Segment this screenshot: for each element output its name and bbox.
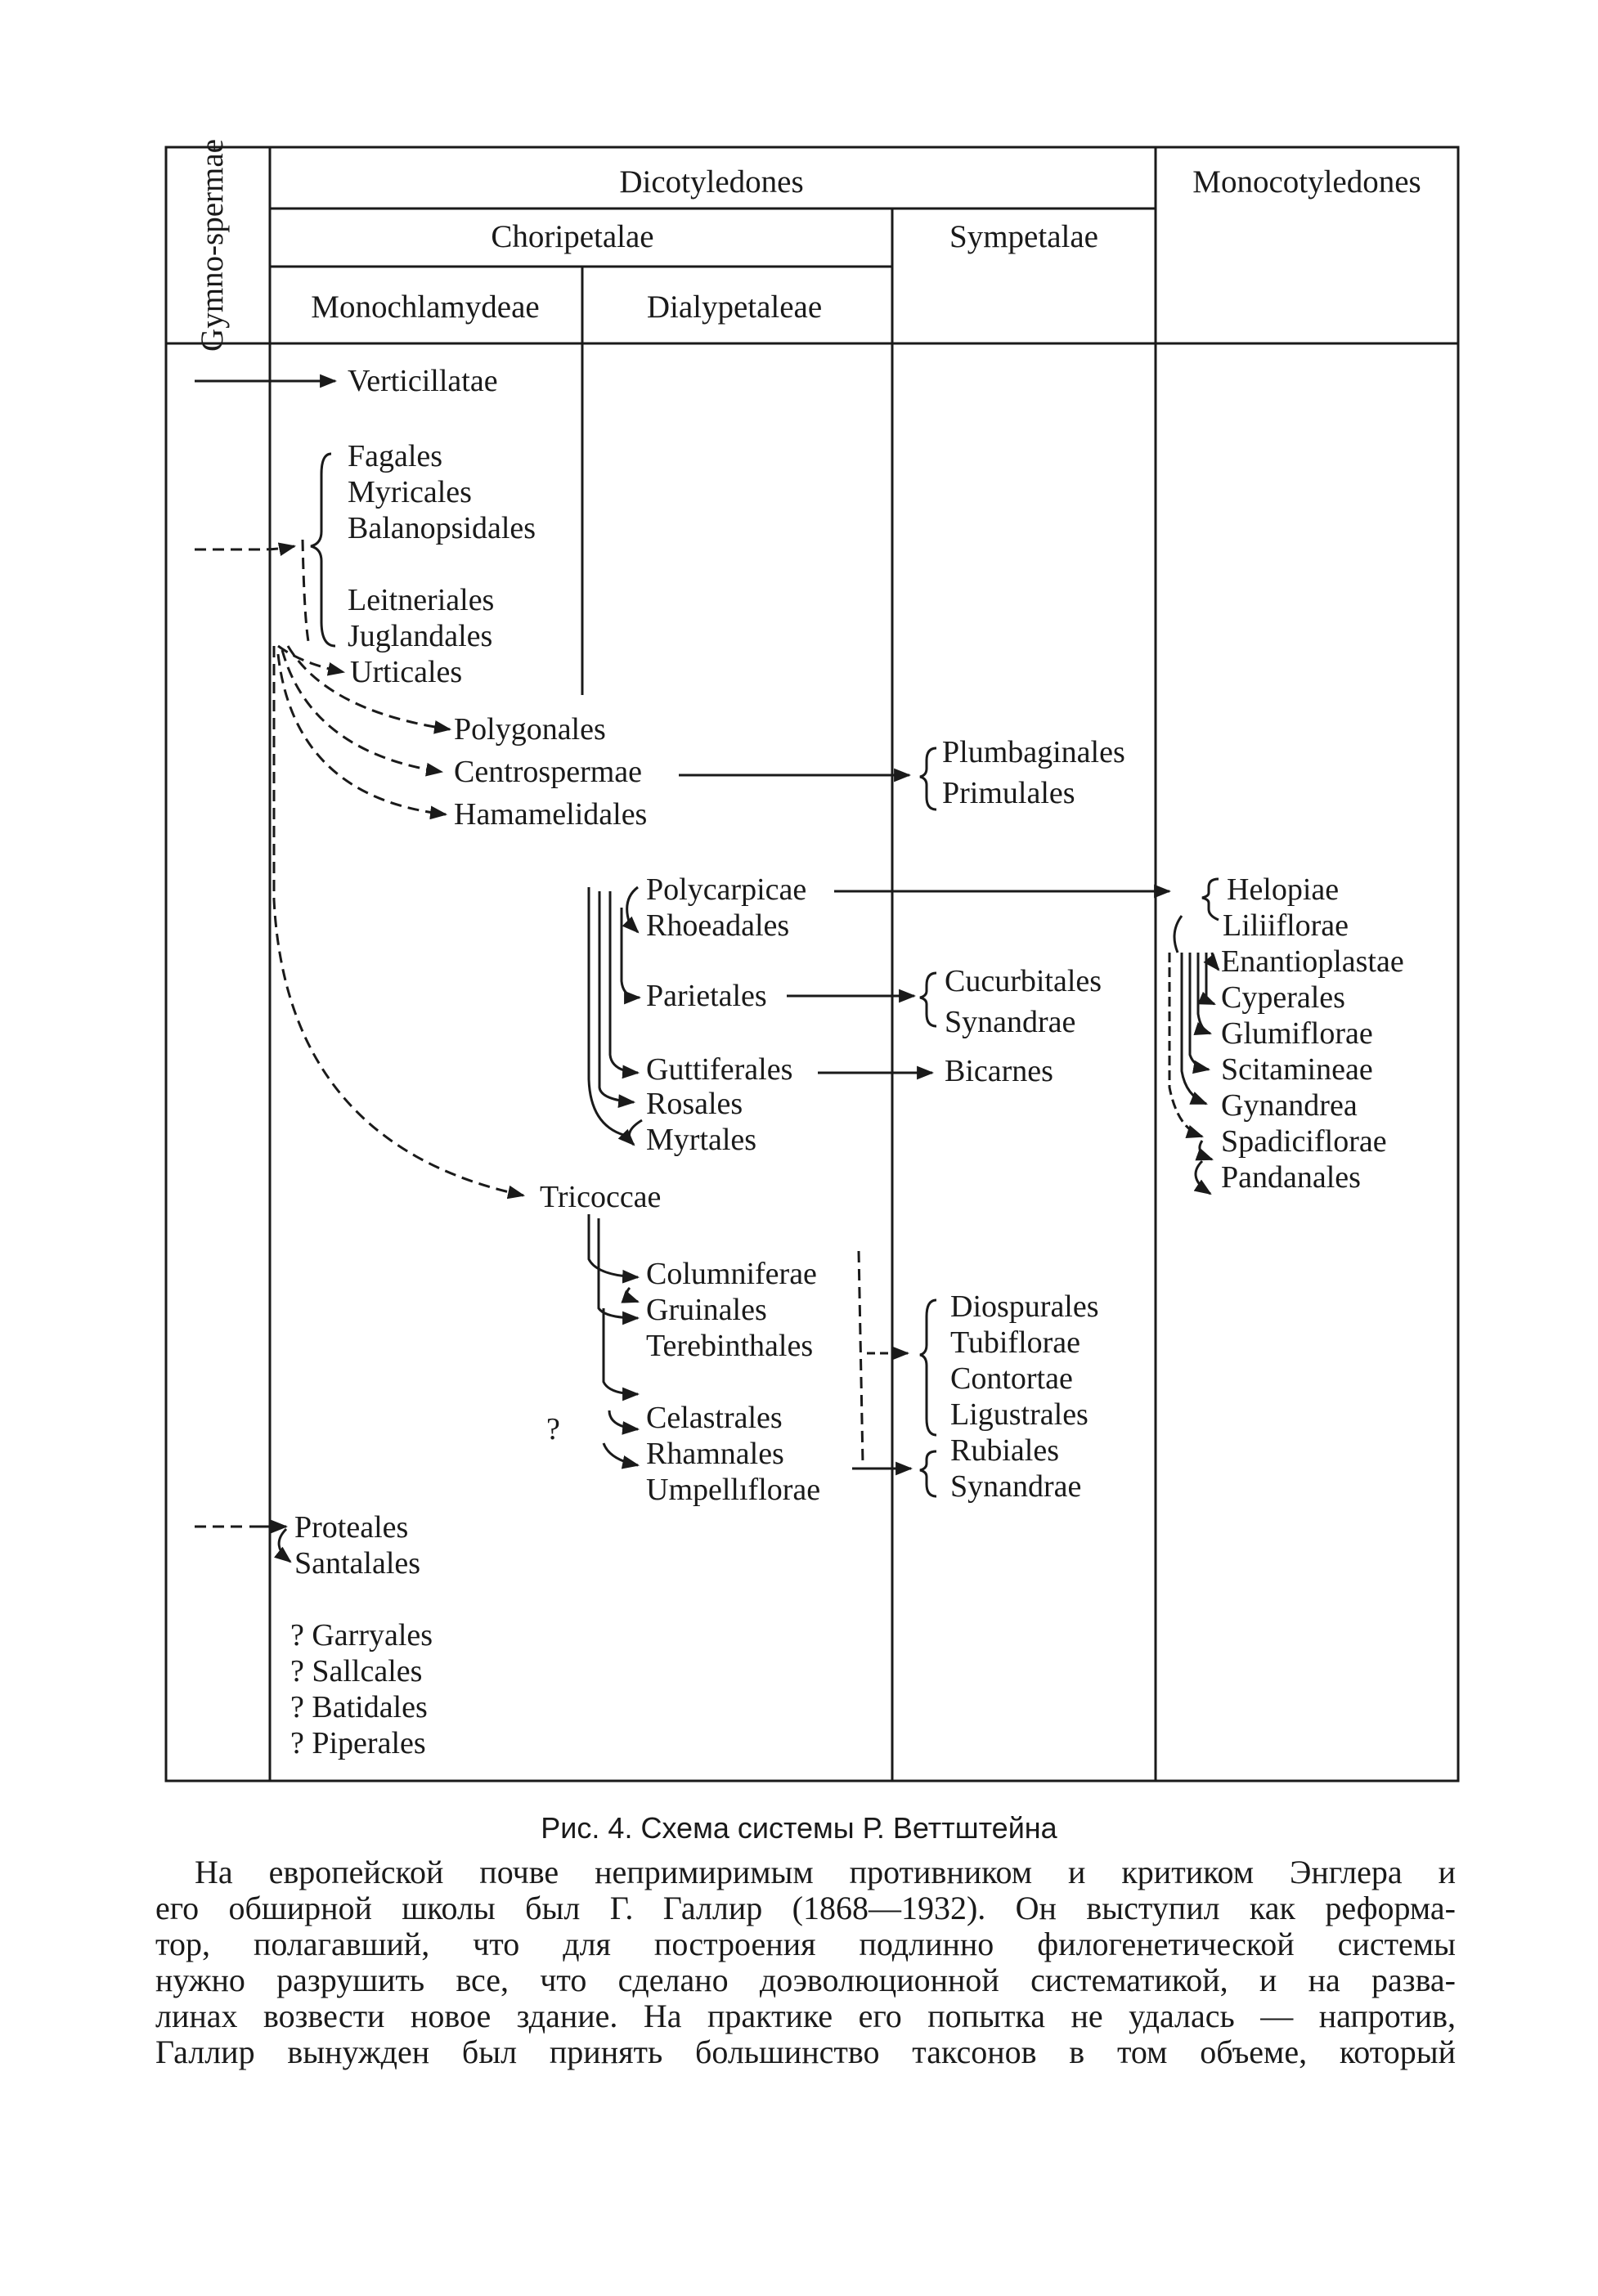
label-contortae: Contortae	[950, 1361, 1073, 1396]
label-verticillatae: Verticillatae	[348, 364, 498, 398]
label-batidales: ? Batidales	[290, 1690, 428, 1724]
label-glumiflorae: Glumiflorae	[1221, 1016, 1373, 1051]
label-cucurbitales: Cucurbitales	[945, 964, 1102, 998]
label-celastrales: Celastrales	[646, 1401, 783, 1435]
paragraph-line: нужно разрушить все, что сделано доэволюционной систематикой, и на разва-	[155, 1962, 1456, 1998]
label-bicarnes: Bicarnes	[945, 1054, 1053, 1088]
label-proteales: Proteales	[294, 1510, 409, 1545]
label-rosales: Rosales	[646, 1087, 743, 1121]
label-leitneriales: Leitneriales	[348, 583, 495, 617]
header-monocotyledones: Monocotyledones	[1192, 164, 1421, 200]
label-plumbaginales: Plumbaginales	[942, 735, 1125, 769]
paragraph-line: линах возвести новое здание. На практике его попытка не удалась — напротив,	[155, 1998, 1456, 2034]
label-guttiferales: Guttiferales	[646, 1052, 793, 1087]
label-rubiales: Rubiales	[950, 1433, 1059, 1468]
figure-caption: Рис. 4. Схема системы Р. Веттштейна	[541, 1811, 1057, 1845]
label-tricoccae: Tricoccae	[540, 1180, 662, 1214]
label-gruinales: Gruinales	[646, 1293, 767, 1327]
label-diospurales: Diospurales	[950, 1289, 1099, 1324]
paragraph-line: его обширной школы был Г. Галлир (1868—1932). Он выступил как реформа-	[155, 1890, 1456, 1926]
label-piperales: ? Piperales	[290, 1726, 426, 1760]
label-garryales: ? Garryales	[290, 1618, 433, 1652]
label-juglandales: Juglandales	[348, 619, 493, 653]
label-centrospermae: Centrospermae	[454, 755, 643, 789]
body-paragraph	[155, 1854, 1456, 2070]
label-question-mark: ?	[546, 1412, 560, 1446]
label-fagales: Fagales	[348, 439, 443, 473]
header-choripetalae: Choripetalae	[491, 219, 654, 254]
label-umpelliflorae: Umpellıflorae	[646, 1473, 821, 1507]
header-sympetalae: Sympetalae	[949, 219, 1098, 254]
label-primulales: Primulales	[942, 776, 1075, 810]
label-rhamnales: Rhamnales	[646, 1437, 784, 1471]
label-salicales: ? Sallcales	[290, 1654, 423, 1688]
label-columniferae: Columniferae	[646, 1257, 817, 1291]
label-myricales: Myricales	[348, 475, 472, 509]
paragraph-line: Галлир вынужден был принять большинство таксонов в том объеме, который	[155, 2034, 1456, 2070]
label-hamamelidales: Hamamelidales	[454, 797, 648, 832]
header-monochlamydeae: Monochlamydeae	[311, 289, 540, 325]
label-liliiflorae: Liliiflorae	[1223, 908, 1349, 943]
label-balanopsidales: Balanopsidales	[348, 511, 536, 545]
label-synandrae-2: Synandrae	[950, 1469, 1082, 1504]
paragraph-line: На европейской почве непримиримым противником и критиком Энглера и	[195, 1854, 1456, 1890]
label-tubiflorae: Tubiflorae	[950, 1325, 1081, 1360]
label-ligustrales: Ligustrales	[950, 1397, 1089, 1432]
label-gynandrea: Gynandrea	[1221, 1088, 1358, 1123]
label-polygonales: Polygonales	[454, 712, 606, 747]
label-cyperales: Cyperales	[1221, 980, 1345, 1015]
taxon-labels	[290, 364, 1404, 1760]
paragraph-line: тор, полагавший, что для построения подлинно филогенетической системы	[155, 1926, 1456, 1962]
label-spadiciflorae: Spadiciflorae	[1221, 1124, 1387, 1159]
label-parietales: Parietales	[646, 979, 767, 1013]
label-rhoeadales: Rhoeadales	[646, 908, 790, 943]
label-polycarpicae: Polycarpicae	[646, 872, 807, 907]
header-dicotyledones: Dicotyledones	[619, 164, 804, 200]
label-synandrae-1: Synandrae	[945, 1005, 1076, 1039]
label-santalales: Santalales	[294, 1546, 421, 1581]
label-scitamineae: Scitamineae	[1221, 1052, 1373, 1087]
label-pandanales: Pandanales	[1221, 1160, 1361, 1195]
label-helopiae: Helopiae	[1227, 872, 1340, 907]
label-enantioplastae: Enantioplastae	[1221, 944, 1404, 979]
header-dialypetaleae: Dialypetaleae	[646, 289, 823, 325]
header-gymnospermae: Gymno-spermae	[195, 139, 230, 352]
label-terebinthales: Terebinthales	[646, 1329, 814, 1363]
label-urticales: Urticales	[350, 655, 463, 689]
label-myrtales: Myrtales	[646, 1123, 757, 1157]
